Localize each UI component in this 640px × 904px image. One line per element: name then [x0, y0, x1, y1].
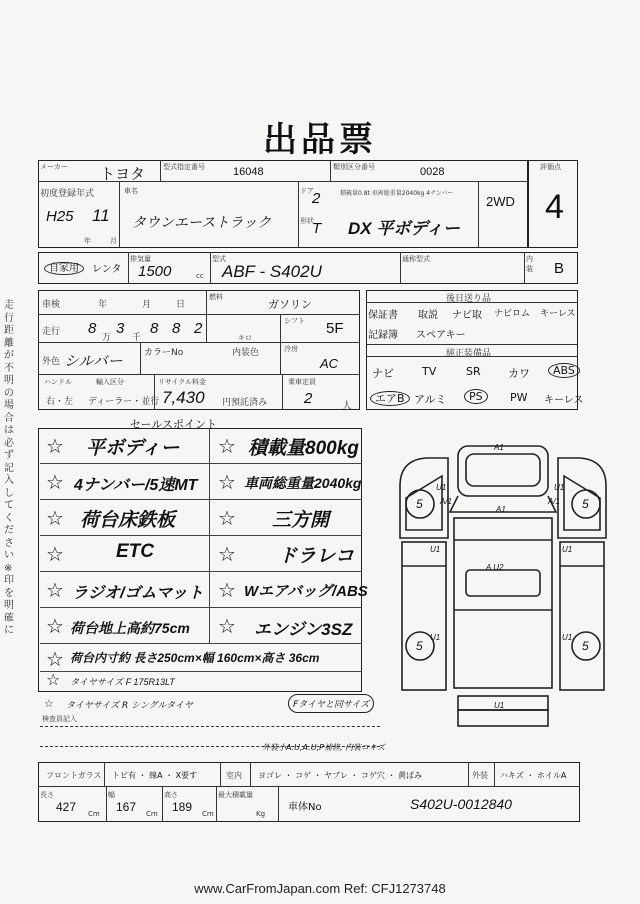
damage-label: A1	[496, 505, 506, 514]
drive: 2WD	[486, 194, 515, 209]
damage-label: A/1	[548, 497, 561, 506]
capacity: 2	[304, 390, 313, 407]
fuel: ガソリン	[268, 299, 312, 311]
damage-label: U1	[430, 633, 441, 642]
sales-row: ☆ 荷台床鉄板 ☆ 三方開	[40, 500, 362, 536]
shift: 5F	[326, 320, 344, 337]
auction-sheet: 出品票 走行距離が不明の場合は必ず記入してください※印を明確に メーカー トヨタ 型式指定番号 16048 類別区分番号 0028 評価点 4 初度登録年式 H25 11 年 月 車名 タウンエーストラック ドア 2 形状 T 積載量0.8t 車両総重量2040kg 4ナンバー DX 平ボディー 2WD 自家用 レンタ 排気量 1500 cc 型式 ABF - S402U 通称型式 内装 B 車検 年 月 日 燃料 ガソリン 走行 8 万 3 千 8 8 2 キロ シフト 5F 外色 シルバー カラーNo 内装色 冷房 AC ハンドル 右・左 輸入区分 ディーラー・並行 リサイクル料金 7,430 円預託済み 乗車定員 2 人 後日送り品 保証書 取説 ナビ取 ナビロム キーレス 記録簿 スペアキー 純正装備品 ナビ TV SR カワ ABS エアB アルミ PS PW キーレス セールスポイント ☆ 平ボディー ☆ 積載量800kg ☆ 4ナンバー/5速MT ☆ 車両総重量2040kg ☆ 荷台床鉄板 ☆ 三方開 ☆ ETC ☆ ドラレコ ☆ ラジオ/ゴムマット ☆ Wエアバッグ/ABS ☆ 荷台地上高約75cm ☆ エンジン3SZ ☆ 荷台内寸約 長さ250cm×幅 160cm×高さ 36cm ☆ タイヤサイズ F 175R13LT ☆ タイヤサイズ R シングルタイヤ Fタイヤと同サイズ 検査員記入 A1 A1 U1 A/1 U1 A/1 U1 A U2 U1 U1 U1 U1 5 5 5 5 外装小A.U,A.U,P補修, 内装コキズ フロントガラス トビ有 ・ 線A ・ X要す 室内 ヨゴレ ・ コゲ ・ ヤブレ ・ コゲ穴 ・ 黄ばみ 外装 ハキズ ・ ホイルA 長さ 427 Cm 幅 167 Cm 高さ 189 Cm 最大積載量 Kg 車体No S402U-0012840 www.CarFromJapan.com Ref: CFJ1273748	[0, 0, 640, 904]
star-icon: ☆	[46, 506, 64, 530]
watermark-url: www.CarFromJapan.com Ref: CFJ1273748	[194, 881, 446, 896]
wheel-label: 5	[582, 639, 589, 653]
doors: 2	[312, 190, 321, 207]
star-icon: ☆	[46, 647, 64, 671]
inspector-label: 検査員記入	[42, 715, 77, 723]
tire-front: タイヤサイズ F 175R13LT	[70, 677, 175, 687]
sales-row: ☆ 平ボディー ☆ 積載量800kg	[40, 428, 362, 464]
star-icon: ☆	[44, 697, 54, 710]
damage-label: U1	[562, 633, 573, 642]
exterior-color: シルバー	[64, 353, 123, 370]
star-icon: ☆	[218, 542, 236, 566]
height: 189	[172, 800, 193, 814]
star-icon: ☆	[218, 614, 236, 638]
sales-row: ☆ ラジオ/ゴムマット ☆ Wエアバッグ/ABS	[40, 572, 362, 608]
score-label: 評価点	[540, 163, 561, 171]
class-no: 0028	[420, 166, 445, 178]
length: 427	[56, 800, 77, 814]
damage-label: A1	[494, 443, 504, 452]
model-type: ABF - S402U	[222, 262, 322, 281]
damage-label: U1	[562, 545, 573, 554]
wheel-label: 5	[416, 497, 423, 511]
damage-label: U1	[430, 545, 441, 554]
model-no-label: 型式指定番号	[163, 163, 205, 171]
equip-ps: PS	[464, 389, 488, 404]
equip-airbag: エアB	[370, 391, 410, 406]
tire-note: Fタイヤと同サイズ	[288, 694, 374, 713]
chassis-no: S402U-0012840	[410, 796, 512, 812]
star-icon: ☆	[46, 578, 64, 602]
reg-era: H25	[46, 208, 74, 225]
use-private: 自家用	[44, 262, 84, 275]
damage-label: A/1	[440, 497, 453, 506]
sales-row	[40, 672, 362, 692]
car-name: タウンエーストラック	[132, 214, 272, 230]
star-icon: ☆	[46, 434, 64, 458]
star-icon: ☆	[46, 470, 64, 494]
car-diagram	[396, 440, 610, 730]
ac: AC	[320, 356, 339, 371]
damage-label: U1	[494, 701, 505, 710]
car-name-label: 車名	[124, 187, 138, 195]
tire-rear: タイヤサイズ R シングルタイヤ	[66, 701, 193, 711]
handle: 右・左	[46, 397, 74, 407]
sales-row: ☆ 荷台地上高約75cm ☆ エンジン3SZ	[40, 608, 362, 644]
sheet-title: 出品票	[263, 120, 377, 160]
maker-label: メーカー	[40, 163, 68, 171]
bed-size: 荷台内寸約 長さ250cm×幅 160cm×高さ 36cm	[70, 651, 320, 665]
wheel-label: 5	[582, 497, 589, 511]
star-icon: ☆	[218, 506, 236, 530]
damage-label: A U2	[486, 563, 504, 572]
spec-note: 積載量0.8t 車両総重量2040kg 4ナンバー	[340, 190, 454, 197]
displacement: 1500	[138, 263, 172, 280]
import-type: ディーラー・並行	[88, 397, 160, 407]
star-icon: ☆	[218, 470, 236, 494]
maker: トヨタ	[100, 166, 146, 183]
first-reg-label: 初度登録年式	[40, 189, 95, 199]
class-no-label: 類別区分番号	[333, 163, 375, 171]
score: 4	[545, 188, 564, 226]
sales-title: セールスポイント	[130, 418, 218, 431]
later-docs-title: 後日送り品	[446, 294, 492, 304]
equipment-title: 純正装備品	[446, 349, 492, 359]
wheel-label: 5	[416, 639, 423, 653]
sales-row	[40, 644, 362, 672]
grade: DX 平ボディー	[348, 219, 460, 238]
model-no: 16048	[233, 166, 264, 178]
side-note: 走行距離が不明の場合は必ず記入してください※印を明確に	[4, 300, 14, 636]
shape: T	[312, 220, 322, 237]
diagram-note: 外装小A.U,A.U,P補修, 内装コキズ	[262, 743, 385, 752]
damage-label: U1	[554, 483, 565, 492]
glass-status: トビ有 ・ 線A ・ X要す	[112, 771, 198, 780]
star-icon: ☆	[218, 578, 236, 602]
width: 167	[116, 800, 137, 814]
star-icon: ☆	[46, 542, 64, 566]
use-rental: レンタ	[92, 264, 122, 275]
exterior-status: ハキズ ・ ホイルA	[500, 771, 567, 780]
damage-label: U1	[436, 483, 447, 492]
star-icon: ☆	[46, 670, 61, 689]
star-icon: ☆	[46, 614, 64, 638]
recycle-fee: 7,430	[162, 388, 205, 407]
equip-abs: ABS	[548, 363, 580, 378]
interior-grade: B	[554, 260, 565, 277]
interior-status: ヨゴレ ・ コゲ ・ ヤブレ ・ コゲ穴 ・ 黄ばみ	[258, 771, 423, 780]
star-icon: ☆	[218, 434, 236, 458]
sales-row: ☆ ETC ☆ ドラレコ	[40, 536, 362, 572]
reg-month: 11	[92, 206, 110, 225]
sales-row: ☆ 4ナンバー/5速MT ☆ 車両総重量2040kg	[40, 464, 362, 500]
